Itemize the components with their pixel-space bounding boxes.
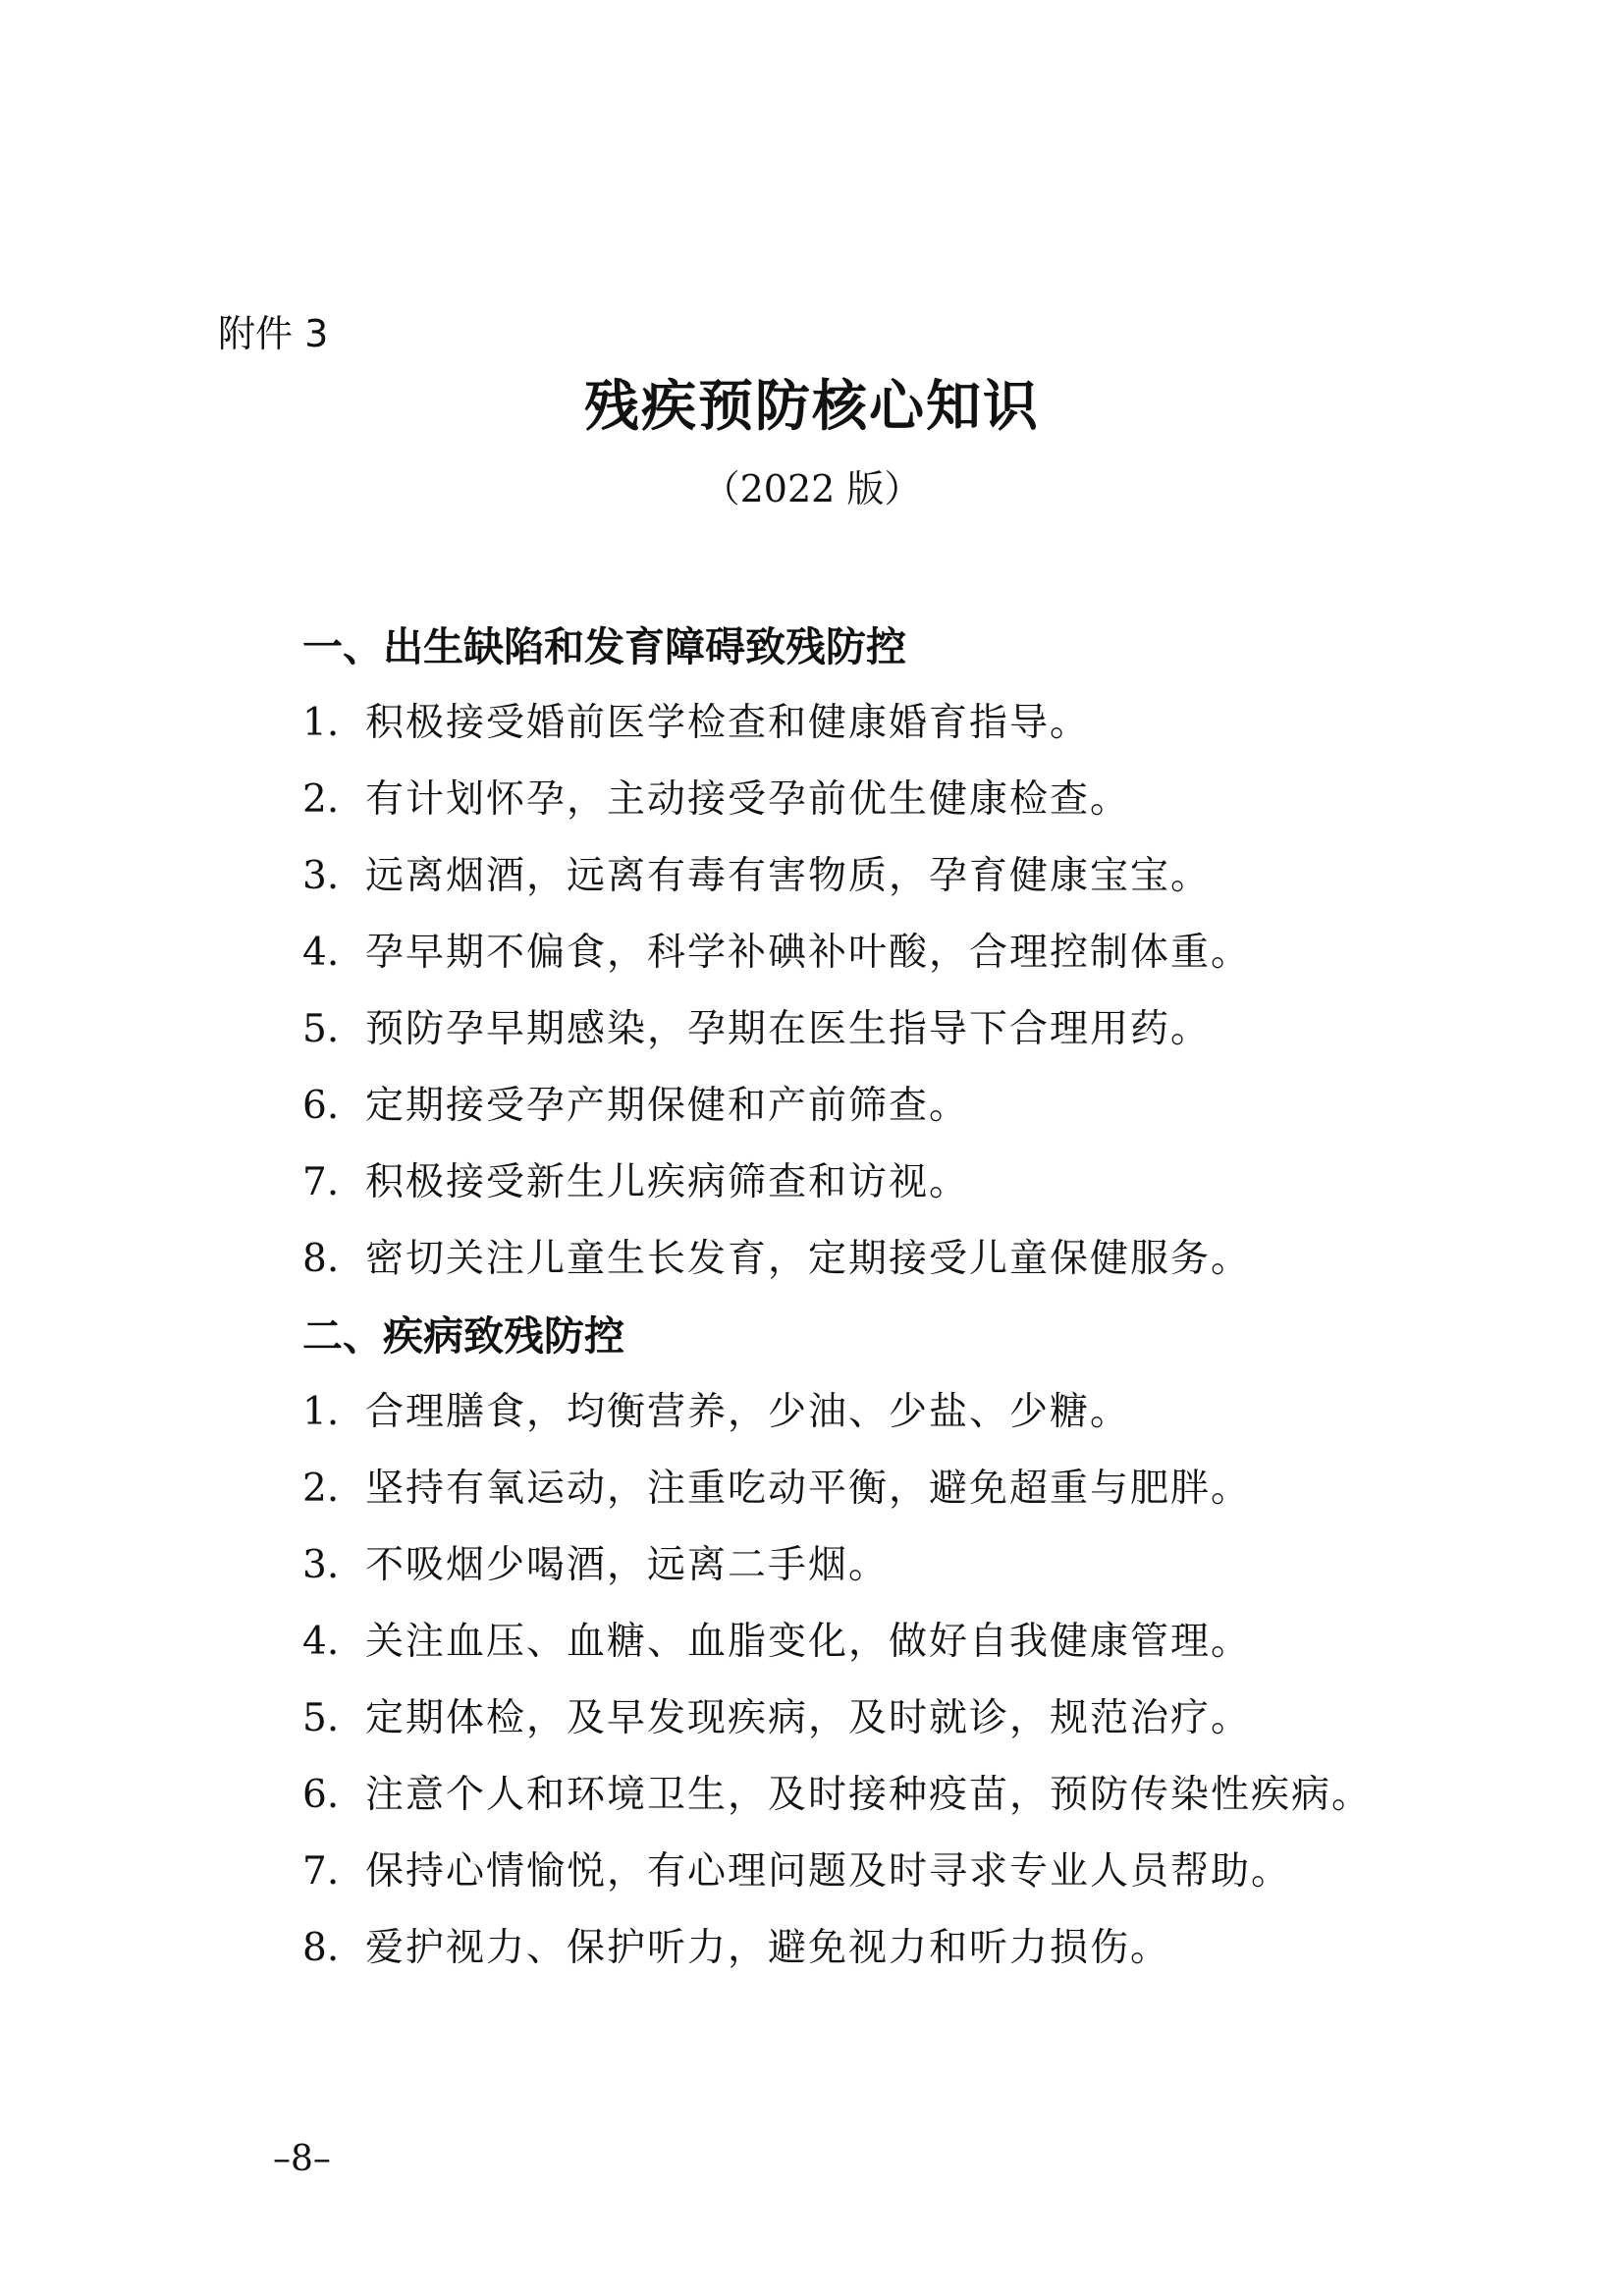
- item-text: 合理膳食，均衡营养，少油、少盐、少糖。: [365, 1390, 1131, 1434]
- list-item: [302, 1145, 1559, 1221]
- document-body: [302, 609, 1559, 1987]
- list-item: [302, 1221, 1559, 1298]
- item-text: 坚持有氧运动，注重吃动平衡，避免超重与肥胖。: [365, 1467, 1252, 1511]
- item-text: 关注血压、血糖、血脂变化，做好自我健康管理。: [365, 1620, 1252, 1664]
- item-text: 密切关注儿童生长发育，定期接受儿童保健服务。: [365, 1237, 1252, 1281]
- item-text: 定期体检，及早发现疾病，及时就诊，规范治疗。: [365, 1696, 1252, 1740]
- item-number: 6.: [302, 1084, 340, 1128]
- item-number: 7.: [302, 1160, 340, 1204]
- list-item: [302, 1604, 1559, 1681]
- item-text: 注意个人和环境卫生，及时接种疫苗，预防传染性疾病。: [365, 1773, 1373, 1817]
- item-text: 保持心情愉悦，有心理问题及时寻求专业人员帮助。: [365, 1849, 1292, 1894]
- item-text: 积极接受婚前医学检查和健康婚育指导。: [365, 701, 1091, 745]
- item-number: 6.: [302, 1773, 340, 1817]
- list-item: [302, 1068, 1559, 1145]
- list-item: [302, 1910, 1559, 1987]
- list-item: [302, 838, 1559, 915]
- item-number: 5.: [302, 1696, 340, 1740]
- item-number: 5.: [302, 1007, 340, 1051]
- item-text: 孕早期不偏食，科学补碘补叶酸，合理控制体重。: [365, 931, 1252, 975]
- section-heading: 二、疾病致残防控: [302, 1312, 624, 1360]
- item-number: 8.: [302, 1926, 340, 1970]
- list-item: [302, 1757, 1559, 1834]
- list-item: [302, 685, 1559, 762]
- item-text: 不吸烟少喝酒，远离二手烟。: [365, 1543, 890, 1587]
- list-item: [302, 1374, 1559, 1451]
- item-text: 爱护视力、保护听力，避免视力和听力损伤。: [365, 1926, 1171, 1970]
- section-heading: 一、出生缺陷和发育障碍致残防控: [302, 623, 906, 670]
- item-number: 3.: [302, 854, 340, 898]
- list-item: [302, 915, 1559, 991]
- item-number: 1.: [302, 701, 340, 745]
- item-number: 4.: [302, 1620, 340, 1664]
- item-text: 有计划怀孕，主动接受孕前优生健康检查。: [365, 777, 1131, 822]
- list-item: [302, 1527, 1559, 1604]
- item-number: 3.: [302, 1543, 340, 1587]
- item-number: 4.: [302, 931, 340, 975]
- list-item: [302, 1834, 1559, 1910]
- item-text: 预防孕早期感染，孕期在医生指导下合理用药。: [365, 1007, 1212, 1051]
- item-number: 2.: [302, 777, 340, 822]
- item-number: 1.: [302, 1390, 340, 1434]
- item-number: 2.: [302, 1467, 340, 1511]
- item-text: 定期接受孕产期保健和产前筛查。: [365, 1084, 970, 1128]
- item-text: 积极接受新生儿疾病筛查和访视。: [365, 1160, 970, 1204]
- page-number: –8–: [273, 2139, 331, 2179]
- item-number: 7.: [302, 1849, 340, 1894]
- list-item: [302, 1681, 1559, 1757]
- item-number: 8.: [302, 1237, 340, 1281]
- list-item: [302, 1451, 1559, 1527]
- list-item: [302, 762, 1559, 838]
- attachment-label: 附件 3: [218, 312, 329, 355]
- document-subtitle: （2022 版）: [702, 467, 922, 510]
- list-item: [302, 991, 1559, 1068]
- item-text: 远离烟酒，远离有毒有害物质，孕育健康宝宝。: [365, 854, 1212, 898]
- document-title: 残疾预防核心知识: [584, 374, 1040, 439]
